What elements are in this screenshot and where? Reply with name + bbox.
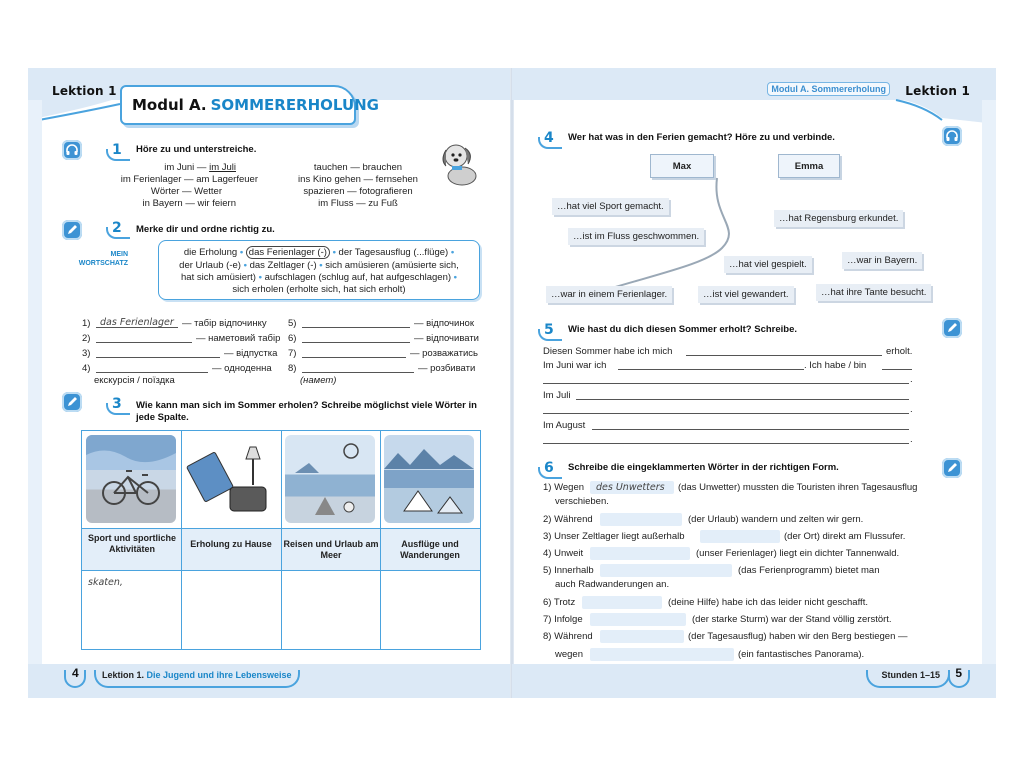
answer-5-number: 5) (288, 318, 297, 329)
headphones-icon (62, 140, 82, 160)
name-box-emma[interactable]: Emma (778, 154, 840, 178)
column-header-sea: Reisen und Urlaub am Meer (283, 539, 379, 560)
ex5-blank-7[interactable] (592, 419, 909, 430)
answer-8-number: 8) (288, 363, 297, 374)
ex6-item-5-field[interactable] (600, 564, 732, 577)
mein-wortschatz-label: MEIN WORTSCHATZ (78, 251, 128, 267)
ex6-item-8-field-2[interactable] (590, 648, 734, 661)
answer-6-translation: — відпочивати (414, 333, 479, 344)
answer-2-blank[interactable] (96, 332, 192, 343)
answer-6-number: 6) (288, 333, 297, 344)
page-number-right: 5 (955, 666, 962, 680)
answer-1-translation: — табір відпочинку (182, 318, 267, 329)
exercise-3-title: Wie kann man sich im Sommer erholen? Schreibe möglichst viele Wörter in jede Spalte. (136, 400, 477, 423)
answer-3-number: 3) (82, 348, 91, 359)
ex1-left-line-3: Wörter — Wetter (150, 186, 222, 197)
ex6-item-1-cont: verschieben. (555, 496, 609, 507)
ex5-dot-3: . (910, 434, 913, 445)
ex1-right-line-1: tauchen — brauchen (313, 162, 403, 173)
exercise-3-number: 3 (112, 396, 122, 412)
phrase-tante[interactable]: …hat ihre Tante besucht. (816, 284, 931, 301)
page-number-left: 4 (72, 666, 79, 680)
ex6-item-3-start: 3) Unser Zeltlager liegt außerhalb (543, 531, 685, 542)
answer-3-blank[interactable] (96, 347, 220, 358)
right-page (512, 68, 996, 698)
ex6-item-3-field[interactable] (700, 530, 780, 543)
ex1-right-line-2: ins Kino gehen — fernsehen (298, 174, 418, 185)
vocab-line-4: sich erholen (erholte sich, hat sich erholt) (232, 284, 406, 295)
footer-stunden: Stunden 1–15 (881, 670, 940, 680)
phrase-bayern[interactable]: …war in Bayern. (842, 252, 922, 269)
ex5-line-1-end: erholt. (886, 346, 913, 357)
phrase-fluss[interactable]: …ist im Fluss geschwommen. (568, 228, 704, 245)
ex1-right-line-4: im Fluss — zu Fuß (318, 198, 398, 209)
answer-2-translation: — наметовий табір (196, 333, 281, 344)
ex6-item-4-start: 4) Unweit (543, 548, 584, 559)
book-sofa-illustration (186, 435, 276, 523)
exercise-1-title: Höre zu und unterstreiche. (136, 144, 257, 155)
answer-3-translation: — відпустка (224, 348, 278, 359)
exercise-4-number: 4 (544, 130, 554, 146)
ex6-item-8-cont-start: wegen (555, 649, 583, 660)
answer-6-blank[interactable] (302, 332, 410, 343)
ex6-item-4-field[interactable] (590, 547, 690, 560)
left-side-strip (28, 100, 42, 664)
ex5-blank-8[interactable] (543, 433, 909, 444)
ex6-item-2-end: (der Urlaub) wandern und zelten wir gern. (688, 514, 864, 525)
answer-2-number: 2) (82, 333, 91, 344)
ex6-item-8-field[interactable] (600, 630, 684, 643)
ex6-item-1-answer: des Unwetters (596, 482, 665, 493)
ex6-item-5-cont: auch Radwanderungen an. (555, 579, 670, 590)
ex6-item-8-end: (der Tagesausflug) haben wir den Berg bestiegen — (688, 631, 908, 642)
activities-table (81, 430, 481, 650)
name-box-max[interactable]: Max (650, 154, 714, 178)
pencil-icon (942, 458, 962, 478)
ex1-left-line-1: im Juni — im Juli (164, 162, 236, 173)
dog-mascot-illustration (438, 138, 482, 188)
answer-4-continuation: екскурсія / поїздка (94, 375, 175, 386)
ex5-line-2-mid: . Ich habe / bin (804, 360, 867, 371)
answer-5-translation: — відпочинок (414, 318, 475, 329)
ex5-blank-6[interactable] (543, 403, 909, 414)
ex6-item-1-end: (das Unwetter) mussten die Touristen ihren Tagesausflug (678, 482, 918, 493)
module-title-modul: Modul A. (132, 96, 207, 114)
answer-4-blank[interactable] (96, 362, 208, 373)
ex6-item-7-end: (der starke Sturm) war der Stand völlig zerstört. (692, 614, 892, 625)
ex5-blank-1[interactable] (686, 345, 882, 356)
ex6-item-5-end: (das Ferienprogramm) bietet man (738, 565, 880, 576)
answer-4-number: 4) (82, 363, 91, 374)
ex5-line-2-start: Im Juni war ich (543, 360, 607, 371)
ex6-item-3-end: (der Ort) direkt am Flussufer. (784, 531, 906, 542)
running-head: Modul A. Sommererholung (767, 82, 890, 96)
ex5-line-1-start: Diesen Sommer habe ich mich (543, 346, 673, 357)
answer-5-blank[interactable] (302, 317, 410, 328)
phrase-ferienlager[interactable]: …war in einem Ferienlager. (546, 286, 672, 303)
answer-4-translation: — одноденна (212, 363, 272, 374)
footer-lektion-title: Lektion 1. Die Jugend und ihre Lebensweise (102, 670, 292, 680)
left-page (28, 68, 512, 698)
answer-7-blank[interactable] (302, 347, 406, 358)
module-title-name: SOMMERERHOLUNG (210, 96, 379, 114)
pencil-icon (62, 392, 82, 412)
ex6-item-1-start: 1) Wegen (543, 482, 585, 493)
ex6-item-8-start: 8) Während (543, 631, 593, 642)
textbook-spread (28, 68, 996, 698)
module-title (120, 85, 379, 125)
pencil-icon (62, 220, 82, 240)
vocabulary-box (158, 240, 480, 300)
ex6-item-4-end: (unser Ferienlager) liegt ein dichter Tannenwald. (696, 548, 900, 559)
exercise-2-number: 2 (112, 220, 122, 236)
exercise-4-title: Wer hat was in den Ferien gemacht? Höre zu und verbinde. (568, 132, 835, 143)
ex1-left-line-2: im Ferienlager — am Lagerfeuer (120, 174, 258, 185)
ex1-right-line-3: spazieren — fotografieren (303, 186, 413, 197)
answer-8-continuation: (намет) (300, 375, 337, 386)
column-header-sport: Sport und sportliche Aktivitäten (87, 533, 176, 554)
phrase-gespielt[interactable]: …hat viel gespielt. (724, 256, 812, 273)
ex6-item-2-field[interactable] (600, 513, 682, 526)
answer-8-translation: — розбивати (418, 363, 476, 374)
exercise-5-number: 5 (544, 322, 554, 338)
ex5-blank-5[interactable] (576, 389, 909, 400)
exercise-6-title: Schreibe die eingeklammerten Wörter in der richtigen Form. (568, 462, 839, 473)
answer-7-number: 7) (288, 348, 297, 359)
ex6-item-7-field[interactable] (590, 613, 686, 626)
vocab-line-2: der Urlaub (-e) • das Zeltlager (-) • sich amüsieren (amüsierte sich, (179, 260, 459, 271)
vocab-line-1: die Erholung • das Ferienlager (-) • der Tagesausflug (...flüge) • (183, 247, 455, 258)
ex5-blank-3[interactable] (882, 359, 912, 370)
beach-illustration (285, 435, 375, 523)
ex5-line-3-start: Im Juli (543, 390, 571, 401)
ex6-item-6-start: 6) Trotz (543, 597, 576, 608)
ex5-dot-1: . (910, 374, 913, 385)
table-cell-sport-answer[interactable]: skaten, (88, 577, 123, 588)
ex5-blank-2[interactable] (618, 359, 804, 370)
exercise-2-title: Merke dir und ordne richtig zu. (136, 224, 275, 235)
bicycle-illustration (86, 435, 176, 523)
exercise-5-title: Wie hast du dich diesen Sommer erholt? Schreibe. (568, 324, 798, 335)
lektion-label: Lektion 1 (52, 84, 117, 98)
camping-illustration (384, 435, 474, 523)
ex6-item-5-start: 5) Innerhalb (543, 565, 594, 576)
answer-1-number: 1) (82, 318, 91, 329)
answer-8-blank[interactable] (302, 362, 414, 373)
answer-7-translation: — розважатись (410, 348, 478, 359)
phrase-regensburg[interactable]: …hat Regensburg erkundet. (774, 210, 903, 227)
ex6-item-2-start: 2) Während (543, 514, 593, 525)
ex6-item-7-start: 7) Infolge (543, 614, 583, 625)
ex6-item-8-cont-end: (ein fantastisches Panorama). (738, 649, 865, 660)
vocab-line-3: hat sich amüsiert) • aufschlagen (schlug auf, hat aufgeschlagen) • (181, 272, 457, 283)
exercise-6-number: 6 (544, 460, 554, 476)
phrase-gewandert[interactable]: …ist viel gewandert. (698, 286, 794, 303)
ex5-dot-2: . (910, 404, 913, 415)
ex6-item-6-end: (deine Hilfe) habe ich das leider nicht geschafft. (668, 597, 868, 608)
ex6-item-6-field[interactable] (582, 596, 662, 609)
ex5-blank-4[interactable] (543, 373, 909, 384)
ex5-line-4-start: Im August (543, 420, 586, 431)
pencil-icon (942, 318, 962, 338)
lektion-label: Lektion 1 (905, 84, 970, 98)
ex1-left-line-4: in Bayern — wir feiern (142, 198, 236, 209)
phrase-sport[interactable]: …hat viel Sport gemacht. (552, 198, 669, 215)
exercise-1-number: 1 (112, 142, 122, 158)
column-header-hiking: Ausflüge und Wanderungen (400, 539, 460, 560)
answer-1-filled: das Ferienlager (100, 317, 174, 328)
column-header-home: Erholung zu Hause (190, 539, 272, 549)
